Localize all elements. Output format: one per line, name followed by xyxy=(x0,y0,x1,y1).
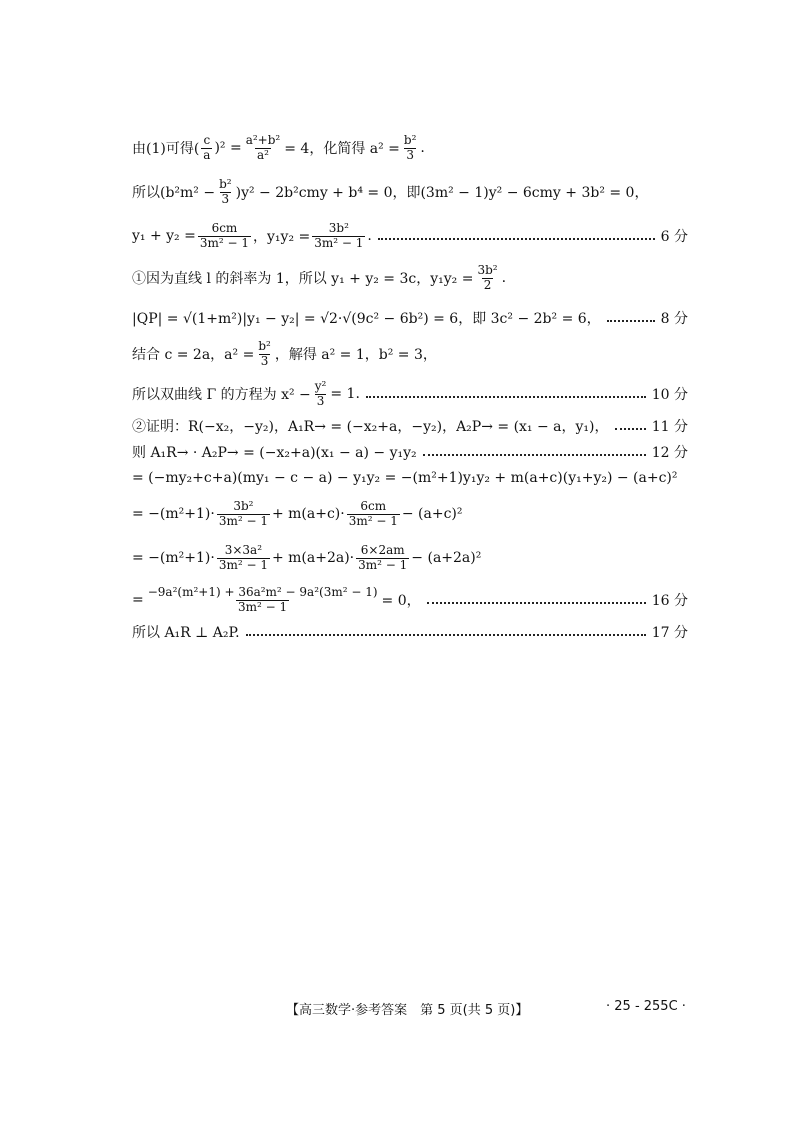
dot-leader xyxy=(366,394,646,398)
solution-line-8: ②证明：R(−x₂，−y₂)，A₁R→ = (−x₂+a，−y₂)，A₂P→ = (x₁ − a，y₁)， 11 分 xyxy=(132,406,688,446)
dot-leader xyxy=(427,600,646,604)
solution-line-2: 所以(b²m² − $\frac{\text{b²}}{3}$ )y² − 2b²cmy + b⁴ = 0，即(3m² − 1)y² − 6cmy + 3b² = 0， xyxy=(132,177,649,206)
dot-leader xyxy=(246,632,646,636)
footer-code: · 25 - 255C · xyxy=(606,999,686,1014)
dot-leader xyxy=(607,318,655,322)
score-label: 10 分 xyxy=(651,387,688,403)
solution-line-4: ①因为直线 l 的斜率为 1，所以 y₁ + y₂ = 3c，y₁y₂ = $\frac{\text{3b²}}{2}$ . xyxy=(132,263,507,292)
dot-leader xyxy=(423,452,646,456)
solution-line-11: = −(m²+1)· $\frac{\text{3b²}}{\text{3m² − 1}}$ + m(a+c)· $\frac{6cm}{\text{3m² − 1}}$ − (a+c)² xyxy=(132,499,463,528)
footer-title: 【高三数学·参考答案 第 5 页(共 5 页)】 xyxy=(286,1003,529,1018)
solution-line-10: = (−my₂+c+a)(my₁ − c − a) − y₁y₂ = −(m²+1)y₁y₂ + m(a+c)(y₁+y₂) − (a+c)² xyxy=(132,470,678,486)
score-label: 16 分 xyxy=(651,593,688,609)
solution-line-9: 则 A₁R→ · A₂P→ = (−x₂+a)(x₁ − a) − y₁y₂ 12 分 xyxy=(132,432,688,472)
solution-line-5: |QP| = √(1+m²)|y₁ − y₂| = √2·√(9c² − 6b²) = 6，即 3c² − 2b² = 6， 8 分 xyxy=(132,298,688,338)
solution-line-1: 由(1)可得( $\frac{c}{a}$ )² = $\frac{\text{a²+b²}}{\text{a²}}$ = 4，化简得 a² = $\frac{\text{b²}}{3}$ . xyxy=(132,133,425,162)
score-label: 11 分 xyxy=(651,419,688,435)
dot-leader xyxy=(615,426,646,430)
solution-line-3: y₁ + y₂ = $\frac{6cm}{\text{3m² − 1}}$ ，y₁y₂ = $\frac{\text{3b²}}{\text{3m² − 1}}$ . 6 分 xyxy=(132,221,688,250)
score-label: 12 分 xyxy=(651,445,688,461)
dot-leader xyxy=(378,236,655,240)
solution-line-7: 所以双曲线 Γ 的方程为 x² − $\frac{\text{y²}}{3}$ = 1. 10 分 xyxy=(132,379,688,408)
score-label: 8 分 xyxy=(660,311,688,327)
score-label: 17 分 xyxy=(651,625,688,641)
score-label: 6 分 xyxy=(660,229,688,245)
page-footer xyxy=(0,999,800,1023)
solution-line-12: = −(m²+1)· $\frac{\text{3×3a²}}{\text{3m² − 1}}$ + m(a+2a)· $\frac{6\times 2am}{\text{3m² − 1}}$ − (a+2a)² xyxy=(132,543,482,572)
solution-line-14: 所以 A₁R ⊥ A₂P. 17 分 xyxy=(132,612,688,652)
solution-line-13: = $\frac{\text{−9a²(m²+1) + 36a²m² − 9a²(3m² − 1)}}{\text{3m² − 1}}$ = 0， 16 分 xyxy=(132,585,688,614)
solution-line-6: 结合 c = 2a，a² = $\frac{\text{b²}}{3}$ ，解得 a² = 1，b² = 3， xyxy=(132,339,437,368)
